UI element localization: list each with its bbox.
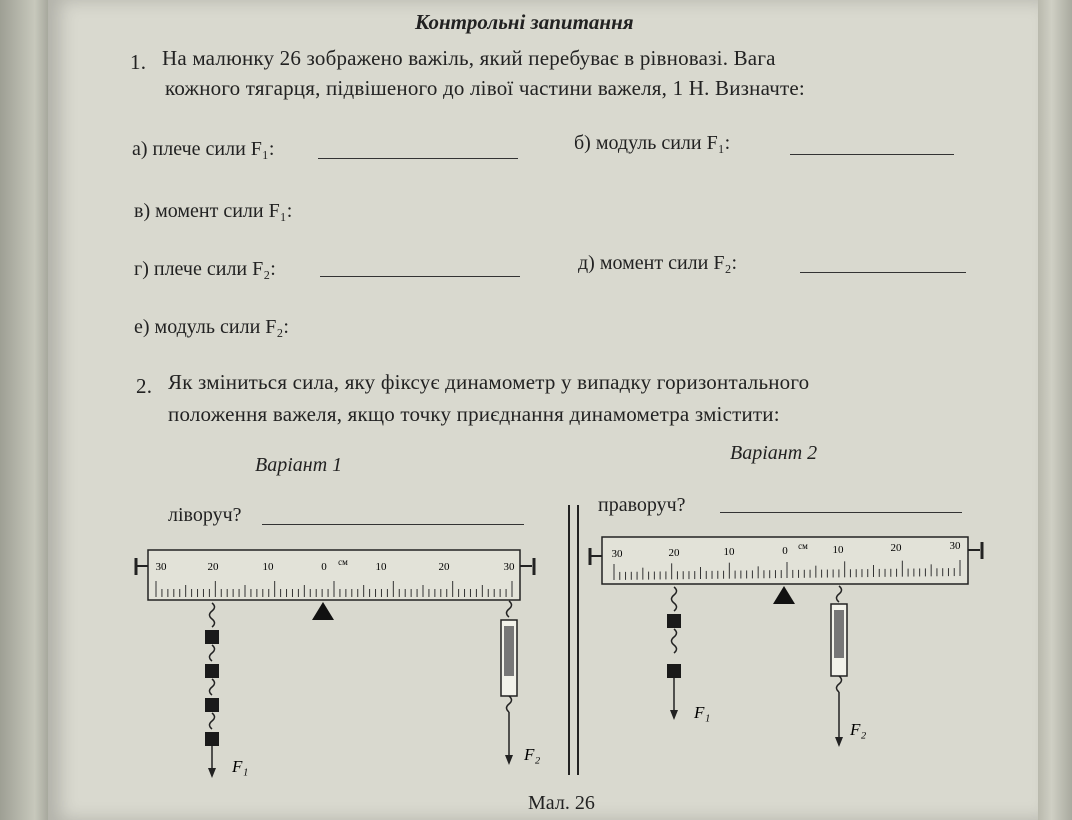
variant1-prompt: ліворуч? <box>168 504 242 526</box>
tick-label: 10 <box>262 561 274 573</box>
tick-label: 30 <box>949 540 961 552</box>
force-label-f1: F₁ <box>232 757 249 776</box>
dynamometer <box>831 586 847 747</box>
tick-label: 20 <box>668 547 680 559</box>
force-label-f2: F₂ <box>850 720 867 739</box>
tick-label: 30 <box>155 561 167 573</box>
tick-label: 0 <box>782 545 788 557</box>
tick-label: 30 <box>611 548 623 560</box>
tick-label: 10 <box>832 544 844 556</box>
q2-line1: Як зміниться сила, яку фіксує динамометр у випадку горизонтального <box>168 370 810 394</box>
q1-number: 1. <box>130 50 147 74</box>
lever-figure-2 <box>590 537 982 747</box>
q1-line1: На малюнку 26 зображено важіль, який перебуває в рівновазі. Вага <box>162 46 776 70</box>
dynamometer <box>501 601 517 765</box>
force-label-f1: F₁ <box>694 703 711 722</box>
q1-item-a: а) плече сили F₁: <box>132 138 275 160</box>
section-title: Контрольні запитання <box>415 10 634 34</box>
q2-number: 2. <box>136 374 153 398</box>
lever-figure-1 <box>136 550 540 778</box>
q2-line2: положення важеля, якщо точку приєднання динамометра змістити: <box>168 402 780 426</box>
weights-chain <box>205 603 219 778</box>
q1-item-e: е) модуль сили F₂: <box>134 316 289 338</box>
pivot <box>773 586 795 604</box>
tick-label: 20 <box>207 561 219 573</box>
variant1-title: Варіант 1 <box>255 454 343 476</box>
tick-label: 10 <box>375 561 387 573</box>
variant2-prompt: праворуч? <box>598 494 686 516</box>
variant2-title: Варіант 2 <box>730 442 818 464</box>
tick-label: 0 <box>321 561 327 573</box>
tick-label: 30 <box>503 561 515 573</box>
unit-label: см <box>798 541 808 551</box>
tick-label: 20 <box>890 542 902 554</box>
tick-label: 10 <box>723 546 735 558</box>
q1-item-b: б) модуль сили F₁: <box>574 132 731 154</box>
figure-caption: Мал. 26 <box>528 792 595 814</box>
unit-label: см <box>338 557 348 567</box>
q1-item-g: г) плече сили F₂: <box>134 258 276 280</box>
q1-line2: кожного тягарця, підвішеного до лівої частини важеля, 1 Н. Визначте: <box>165 76 805 100</box>
weights-chain <box>667 587 681 720</box>
q1-item-d: д) момент сили F₂: <box>578 252 738 274</box>
force-label-f2: F₂ <box>524 745 541 764</box>
tick-label: 20 <box>438 561 450 573</box>
q1-item-v: в) момент сили F₁: <box>134 200 293 222</box>
pivot <box>312 602 334 620</box>
